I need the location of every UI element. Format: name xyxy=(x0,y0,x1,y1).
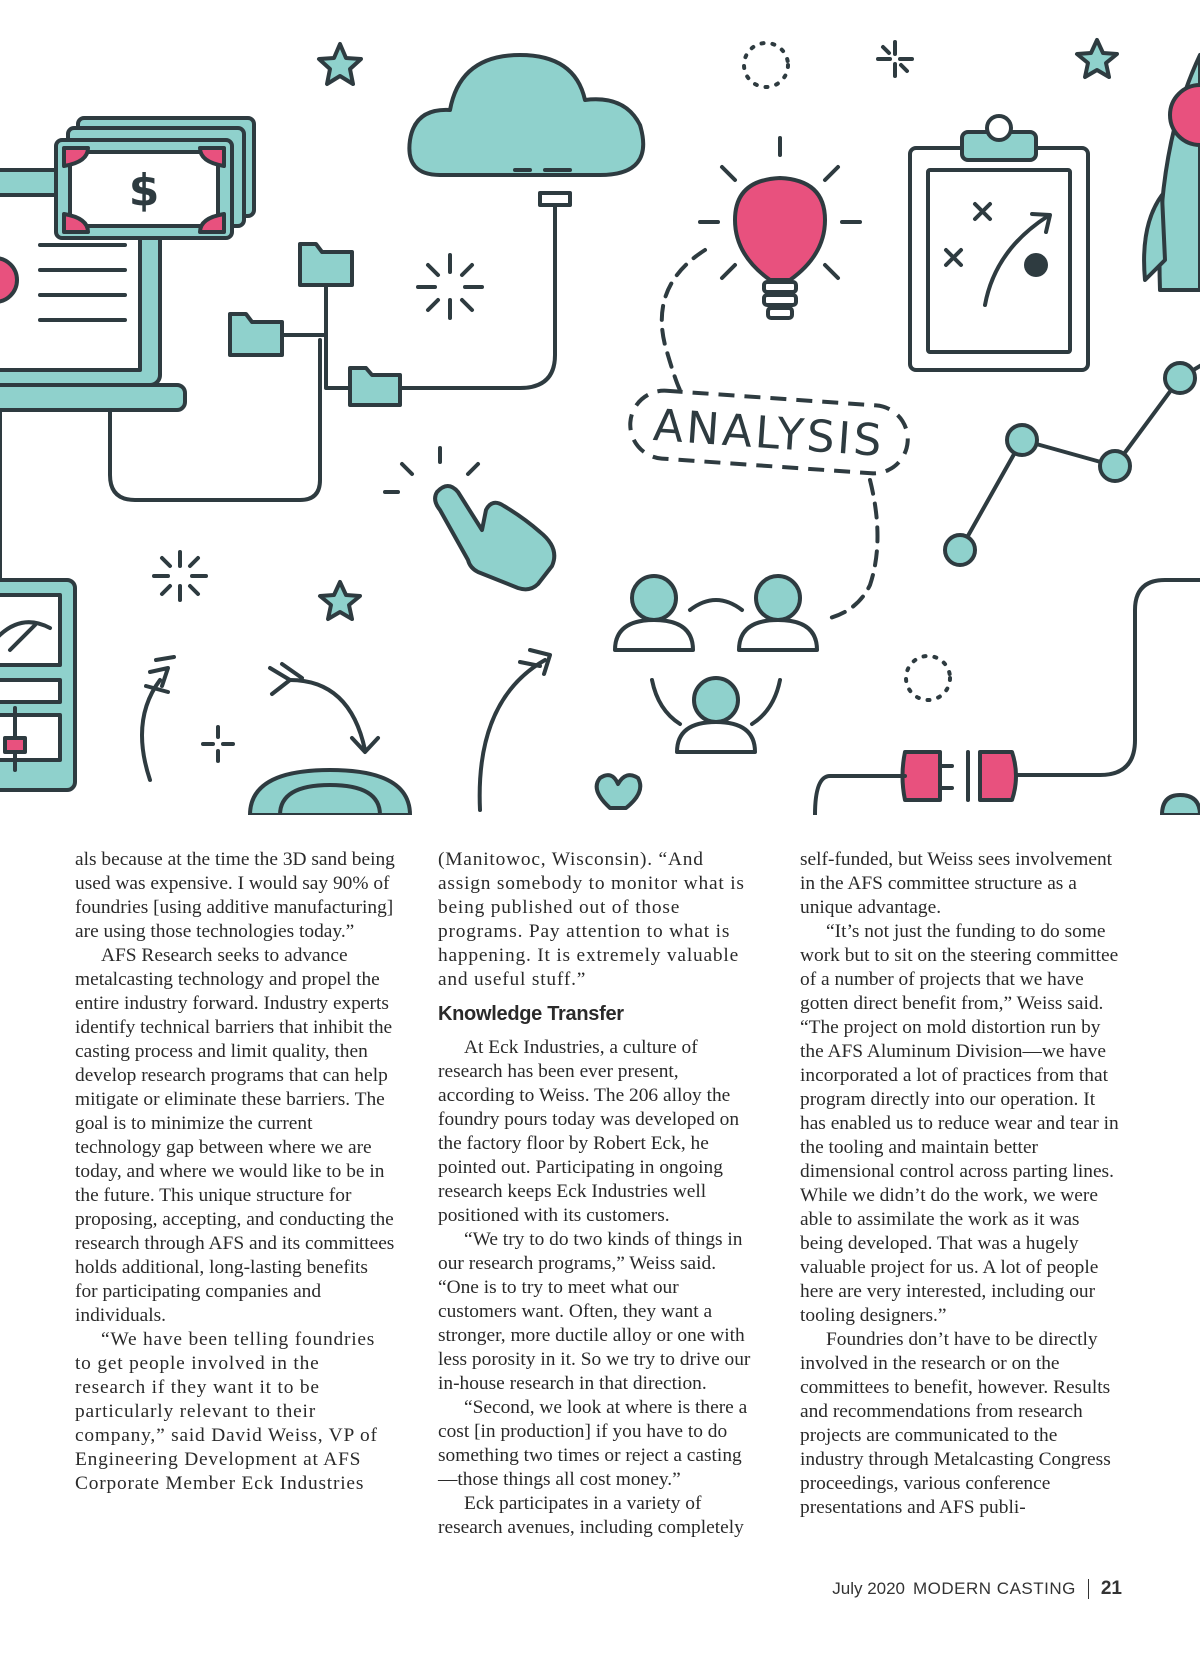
rocket-icon xyxy=(1144,55,1200,290)
dotted-circle-icon xyxy=(744,43,788,87)
paragraph: self-funded, but Weiss sees involvement in the AFS committee structure as a unique advantage. xyxy=(800,849,1113,918)
pointing-hand-icon xyxy=(385,448,554,589)
arrow-icon xyxy=(142,657,174,780)
section-heading: Knowledge Transfer xyxy=(438,1003,624,1025)
plug-icon xyxy=(815,580,1200,815)
issue-date: July 2020 xyxy=(832,1579,906,1598)
cloud-icon xyxy=(409,55,643,205)
paragraph: At Eck Industries, a culture of research has been ever present, according to Weiss. The 206 alloy the foundry pours today was developed on the factory floor by Robert Eck, he pointed out. Participating in ongoing research keeps Eck Industries well positioned with its customers. xyxy=(438,1037,740,1226)
article-body xyxy=(75,848,1125,1548)
dashed-path xyxy=(662,250,705,390)
paragraph: “We have been telling foundries to get people involved in the research if they want it to be particularly relevant to their company,” said David Weiss, VP of Engineering Development at AFS Corporate Member Eck Industries xyxy=(75,1329,378,1494)
analysis-banner xyxy=(628,388,910,475)
dotted-circle-icon xyxy=(906,656,950,700)
paragraph: “Second, we look at where is there a cost [in production] if you have to do something two times or reject a casting—those things all cost money.” xyxy=(438,1397,748,1490)
money-icon xyxy=(56,118,254,238)
dollar-sign: $ xyxy=(128,165,160,216)
column-2 xyxy=(438,848,758,1540)
page-footer xyxy=(832,1578,1122,1600)
sparkle-icon xyxy=(878,42,912,76)
column-3 xyxy=(800,848,1120,1520)
paragraph: Eck participates in a variety of research avenues, including completely xyxy=(438,1493,744,1538)
arrow-icon xyxy=(270,664,378,752)
star-icon xyxy=(1077,40,1117,77)
sparkle-icon xyxy=(418,255,482,318)
paragraph: AFS Research seeks to advance metalcasting technology and propel the entire industry forward. Industry experts identify technical barriers that inhibit the casting process and limit quality, then develop research programs that can help mitigate or eliminate these barriers. The goal is to minimize the current technology gap between where we are today, and where we would like to be in the future. This unique structure for proposing, accepting, and conducting the research through AFS and its committees holds additional, long-lasting benefits for participating companies and individuals. xyxy=(75,945,395,1326)
page-number: 21 xyxy=(1100,1578,1122,1599)
gauge-device-icon xyxy=(0,580,75,790)
clipboard-icon xyxy=(910,116,1088,370)
publication-name: MODERN CASTING xyxy=(913,1579,1076,1598)
gauge-dial-icon xyxy=(250,770,410,815)
paragraph: “It’s not just the funding to do some work but to sit on the steering committee of a number of projects that we have gotten direct benefit from,” Weiss said. “The project on mold distortion run by the AFS Aluminum Division—we have incorporated a lot of practices from that program directly into our operation. It has enabled us to reduce wear and tear in the tooling and maintain better dimensional control across parting lines. While we didn’t do the work, we were able to assimilate the work as it was being developed. That was a hugely valuable project for us. A lot of people here are very interested, including our tooling designers.” xyxy=(800,921,1119,1326)
heart-icon xyxy=(597,775,641,808)
paragraph: (Manitowoc, Wisconsin). “And assign somebody to monitor what is being published out of those programs. Pay attention to what is happening. It is extremely valuable and useful stuff.” xyxy=(438,849,745,990)
column-1 xyxy=(75,848,395,1496)
footer-divider xyxy=(1088,1579,1089,1599)
paragraph: Foundries don’t have to be directly involved in the research or on the committees to benefit, however. Results and recommendations from research projects are communicated to the industry through Metalcasting Congress proceedings, various conference presentations and AFS publi- xyxy=(800,1329,1111,1518)
line-chart-icon xyxy=(945,360,1200,565)
sparkle-icon xyxy=(203,727,233,761)
team-icon xyxy=(615,576,817,752)
folders-icon xyxy=(230,200,555,405)
header-illustration xyxy=(0,0,1200,815)
paragraph: als because at the time the 3D sand being used was expensive. I would say 90% of foundries [using additive manufacturing] are using those technologies today.” xyxy=(75,849,395,942)
analysis-label: ANALYSIS xyxy=(651,399,887,468)
star-icon xyxy=(320,582,360,619)
dashed-path xyxy=(830,480,878,618)
lightbulb-icon xyxy=(700,138,860,318)
sparkle-icon xyxy=(154,552,206,600)
shape-icon xyxy=(1162,795,1200,815)
arrow-icon xyxy=(480,650,550,810)
paragraph: “We try to do two kinds of things in our research programs,” Weiss said. “One is to try to meet what our customers want. Often, they want a stronger, more ductile alloy or one with less porosity in it. So we try to drive our in-house research in that direction. xyxy=(438,1229,751,1394)
star-icon xyxy=(319,44,361,84)
